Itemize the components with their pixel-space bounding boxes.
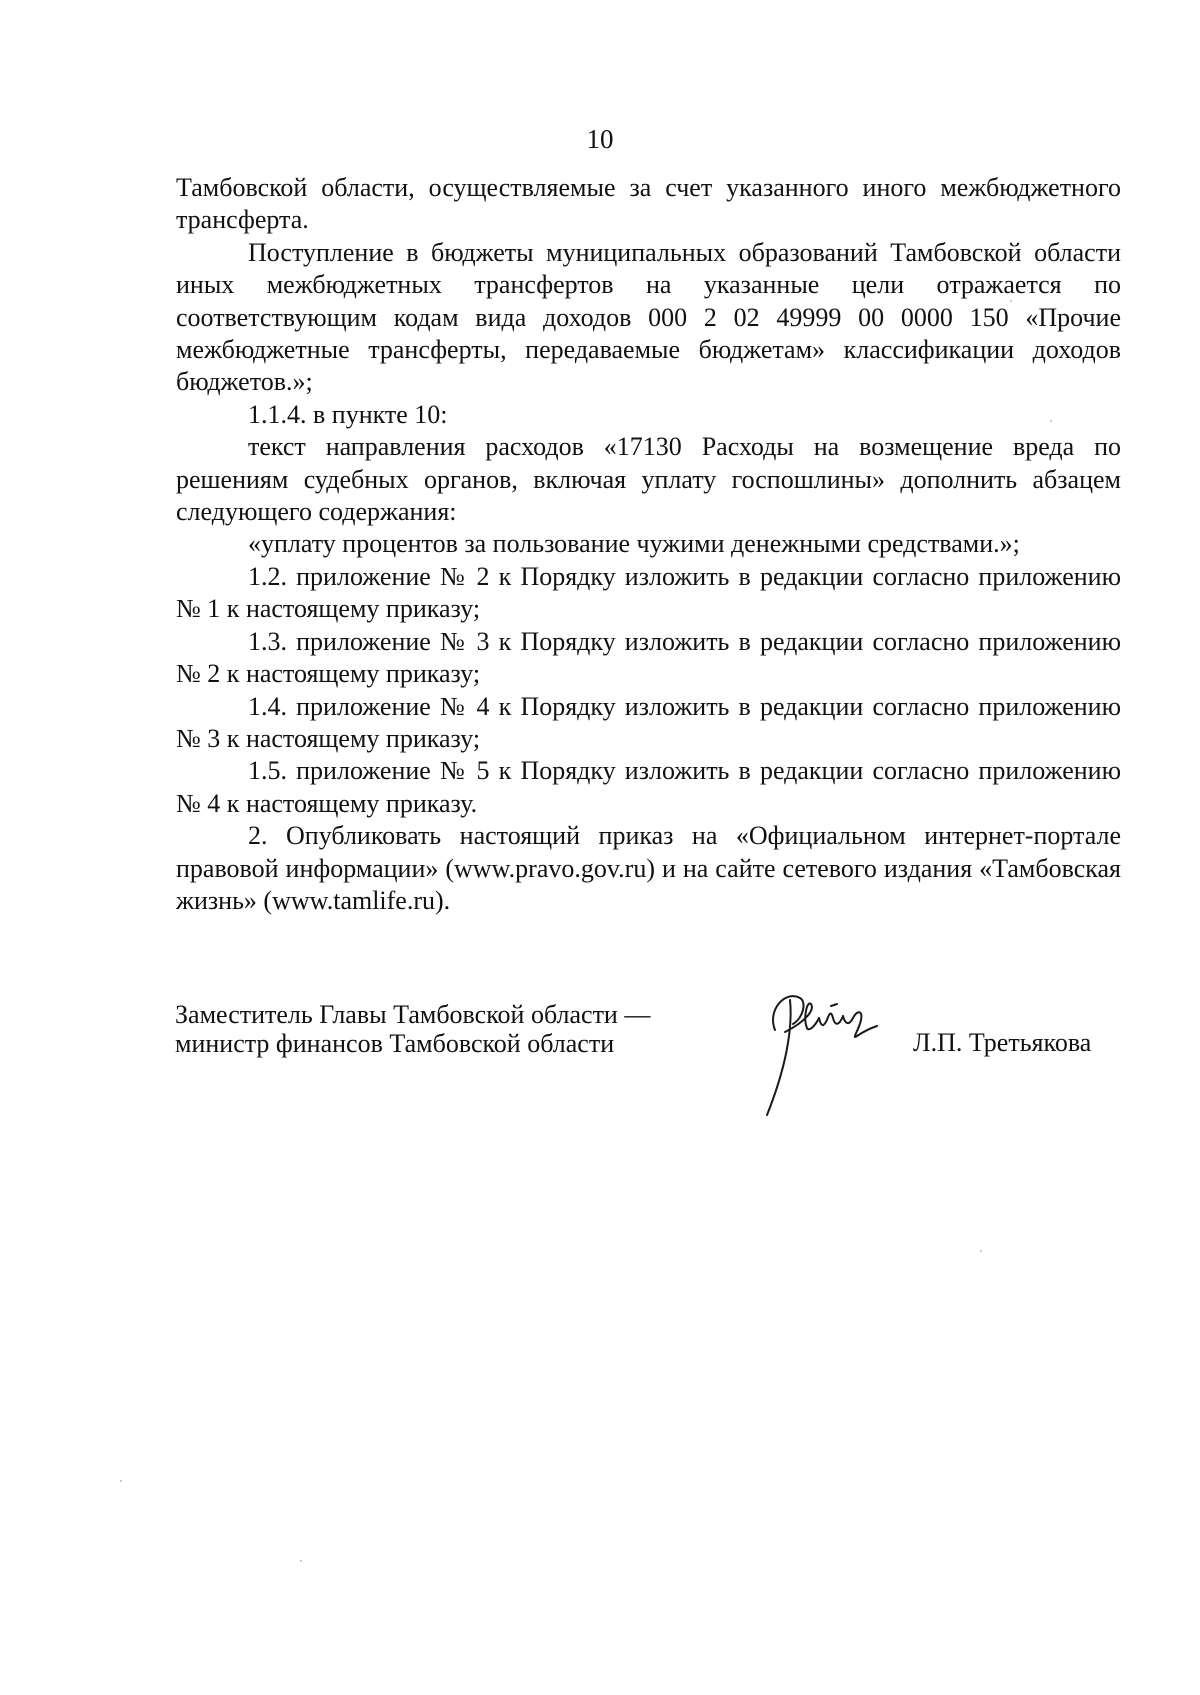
signature-block	[175, 1000, 1125, 1120]
signatory-position-line-2: министр финансов Тамбовской области	[175, 1029, 615, 1058]
scan-speck	[1010, 300, 1012, 302]
scan-speck	[300, 1560, 302, 1562]
scan-speck	[120, 1480, 122, 1482]
document-body	[176, 172, 1121, 917]
paragraph-1-4: 1.4. приложение № 4 к Порядку изложить в редакции согласно приложению № 3 к настоящему приказу;	[176, 691, 1121, 753]
paragraph-2-publish: 2. Опубликовать настоящий приказ на «Официальном интернет-портале правовой информации» (www.pravo.gov.ru) и на сайте сетевого издания «Тамбовская жизнь» (www.tamlife.ru).	[176, 821, 1121, 915]
scan-speck	[1050, 420, 1052, 422]
paragraph-1-1-4: 1.1.4. в пункте 10:	[248, 399, 448, 429]
paragraph-receipts: Поступление в бюджеты муниципальных образований Тамбовской области иных межбюджетных трансфертов на указанные цели отражается по соответствующим кодам вида доходов 000 2 02 49999 00 0000 150 «Прочие межбюджетные трансферты, передаваемые бюджетам» классификации доходов бюджетов.»;	[176, 237, 1121, 397]
handwritten-signature	[745, 970, 905, 1120]
paragraph-quote: «уплату процентов за пользование чужими денежными средствами.»;	[248, 529, 1020, 559]
paragraph-1-3: 1.3. приложение № 3 к Порядку изложить в редакции согласно приложению № 2 к настоящему приказу;	[176, 626, 1121, 689]
signatory-position	[175, 1000, 735, 1058]
paragraph-1-2: 1.2. приложение № 2 к Порядку изложить в редакции согласно приложению № 1 к настоящему приказу;	[176, 561, 1121, 624]
signatory-name: Л.П. Третьякова	[913, 1028, 1092, 1057]
paragraph-expense-text: текст направления расходов «17130 Расходы на возмещение вреда по решениям судебных органов, включая уплату госпошлины» дополнить абзацем следующего содержания:	[176, 432, 1121, 527]
signatory-position-line-1: Заместитель Главы Тамбовской области —	[175, 1000, 651, 1029]
page-number: 10	[586, 124, 614, 154]
scan-speck	[980, 1250, 982, 1252]
paragraph-1-5: 1.5. приложение № 5 к Порядку изложить в редакции согласно приложению № 4 к настоящему приказу.	[176, 756, 1121, 818]
paragraph-continuation: Тамбовской области, осуществляемые за счет указанного иного межбюджетного трансферта.	[176, 173, 1121, 235]
